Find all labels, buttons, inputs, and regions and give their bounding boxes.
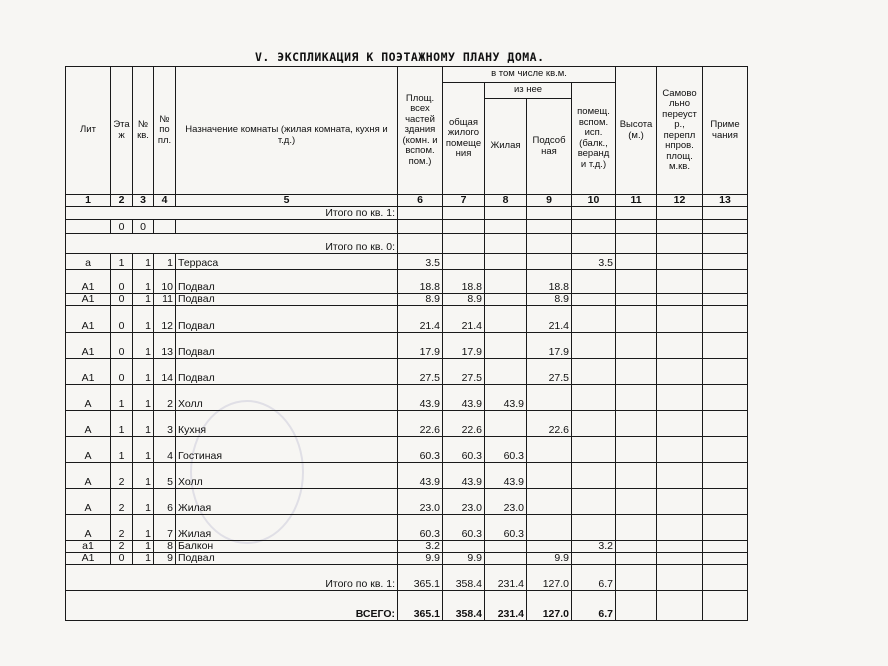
header-floor: Эта ж <box>111 67 133 195</box>
cell-area-total: 8.9 <box>398 294 443 306</box>
cell-extra <box>572 515 616 541</box>
cell-room-name: Подвал <box>176 306 398 333</box>
table-row <box>66 333 748 359</box>
cell-notes <box>703 411 748 437</box>
cell-living-total: 18.8 <box>443 270 485 294</box>
cell-room: 13 <box>154 333 176 359</box>
table-row <box>66 294 748 306</box>
cell-aux <box>527 254 572 270</box>
cell-lit: А <box>66 489 111 515</box>
cell-living-total: 43.9 <box>443 463 485 489</box>
cell-extra <box>572 294 616 306</box>
cell-living-total: 60.3 <box>443 437 485 463</box>
cell-living <box>485 359 527 385</box>
cell-lit: А1 <box>66 333 111 359</box>
column-number: 10 <box>572 195 616 207</box>
cell-living-total <box>443 254 485 270</box>
cell-room: 8 <box>154 541 176 553</box>
total-label: Итого по кв. 1: <box>66 565 398 591</box>
column-number-row <box>66 195 748 207</box>
header-unauth: Самово льно переуст р., перепл нпров. площ. м.кв. <box>657 67 703 195</box>
cell-unauth <box>657 254 703 270</box>
cell-apt: 1 <box>133 254 154 270</box>
subtotal-row-apt1-top <box>66 207 748 220</box>
cell-room-name: Подвал <box>176 294 398 306</box>
header-area-total: Площ. всех частей здания (комн. и вспом. пом.) <box>398 67 443 195</box>
cell-room-name: Холл <box>176 463 398 489</box>
cell-living: 43.9 <box>485 463 527 489</box>
cell-lit: А <box>66 411 111 437</box>
cell-living <box>485 553 527 565</box>
column-number: 4 <box>154 195 176 207</box>
apt0-floor: 0 <box>111 220 133 234</box>
header-living-total: общая жилого помеще ния <box>443 83 485 195</box>
column-number: 2 <box>111 195 133 207</box>
column-number: 8 <box>485 195 527 207</box>
cell-notes <box>703 294 748 306</box>
grand-total-row <box>66 591 748 621</box>
cell-unauth <box>657 565 703 591</box>
cell-living <box>485 306 527 333</box>
subtotal-label: Итого по кв. 1: <box>66 207 398 220</box>
cell-room: 10 <box>154 270 176 294</box>
cell-apt: 1 <box>133 333 154 359</box>
cell-notes <box>703 553 748 565</box>
cell-room-name: Жилая <box>176 515 398 541</box>
cell-aux: 8.9 <box>527 294 572 306</box>
cell-living <box>485 333 527 359</box>
table-row <box>66 411 748 437</box>
cell-area-total: 22.6 <box>398 411 443 437</box>
cell-unauth <box>657 541 703 553</box>
cell-height <box>616 411 657 437</box>
column-number: 12 <box>657 195 703 207</box>
total-area: 365.1 <box>398 591 443 621</box>
cell-area-total: 9.9 <box>398 553 443 565</box>
cell-lit: А1 <box>66 270 111 294</box>
cell-notes <box>703 437 748 463</box>
cell-extra <box>572 359 616 385</box>
total-extra: 6.7 <box>572 565 616 591</box>
cell-living-total: 17.9 <box>443 333 485 359</box>
cell-height <box>616 294 657 306</box>
cell-unauth <box>657 411 703 437</box>
cell-notes <box>703 515 748 541</box>
cell-room-name: Холл <box>176 385 398 411</box>
cell-area-total: 3.2 <box>398 541 443 553</box>
cell-aux: 22.6 <box>527 411 572 437</box>
cell-living: 60.3 <box>485 437 527 463</box>
cell-area-total: 21.4 <box>398 306 443 333</box>
cell-apt: 1 <box>133 541 154 553</box>
cell-area-total: 17.9 <box>398 333 443 359</box>
table-row <box>66 359 748 385</box>
total-extra: 6.7 <box>572 591 616 621</box>
cell-unauth <box>657 385 703 411</box>
cell-height <box>616 463 657 489</box>
cell-room-name: Подвал <box>176 333 398 359</box>
cell-room: 6 <box>154 489 176 515</box>
cell-room: 1 <box>154 254 176 270</box>
cell-area-total: 23.0 <box>398 489 443 515</box>
cell-apt: 1 <box>133 515 154 541</box>
cell-aux <box>527 541 572 553</box>
cell-unauth <box>657 294 703 306</box>
cell-living-total: 23.0 <box>443 489 485 515</box>
cell-aux: 21.4 <box>527 306 572 333</box>
cell-room: 12 <box>154 306 176 333</box>
cell-unauth <box>657 515 703 541</box>
cell-floor: 1 <box>111 385 133 411</box>
header-purpose: Назначение комнаты (жилая комната, кухня и т.д.) <box>176 67 398 195</box>
cell-apt: 1 <box>133 411 154 437</box>
total-total: 358.4 <box>443 591 485 621</box>
cell-extra <box>572 333 616 359</box>
cell-area-total: 3.5 <box>398 254 443 270</box>
table-row <box>66 254 748 270</box>
column-number: 13 <box>703 195 748 207</box>
cell-living <box>485 254 527 270</box>
cell-extra <box>572 270 616 294</box>
cell-notes <box>703 306 748 333</box>
cell-extra <box>572 437 616 463</box>
cell-unauth <box>657 591 703 621</box>
cell-floor: 0 <box>111 333 133 359</box>
cell-room-name: Подвал <box>176 359 398 385</box>
cell-lit: а <box>66 254 111 270</box>
total-living: 231.4 <box>485 565 527 591</box>
table-row <box>66 385 748 411</box>
cell-extra <box>572 306 616 333</box>
cell-height <box>616 515 657 541</box>
column-number: 3 <box>133 195 154 207</box>
cell-room: 5 <box>154 463 176 489</box>
header-apt: № кв. <box>133 67 154 195</box>
cell-apt: 1 <box>133 270 154 294</box>
cell-aux <box>527 489 572 515</box>
table-row <box>66 306 748 333</box>
cell-height <box>616 306 657 333</box>
cell-extra: 3.5 <box>572 254 616 270</box>
cell-floor: 2 <box>111 489 133 515</box>
cell-notes <box>703 270 748 294</box>
cell-extra <box>572 489 616 515</box>
cell-living: 43.9 <box>485 385 527 411</box>
total-area: 365.1 <box>398 565 443 591</box>
cell-apt: 1 <box>133 306 154 333</box>
cell-floor: 2 <box>111 463 133 489</box>
cell-notes <box>703 254 748 270</box>
cell-unauth <box>657 270 703 294</box>
cell-area-total: 43.9 <box>398 385 443 411</box>
cell-room: 14 <box>154 359 176 385</box>
cell-height <box>616 437 657 463</box>
cell-area-total: 60.3 <box>398 515 443 541</box>
column-number: 6 <box>398 195 443 207</box>
header-of-which: из нее <box>485 83 572 99</box>
table-row <box>66 541 748 553</box>
table-row <box>66 437 748 463</box>
cell-aux <box>527 515 572 541</box>
cell-notes <box>703 565 748 591</box>
cell-living-total: 22.6 <box>443 411 485 437</box>
header-notes: Приме чания <box>703 67 748 195</box>
cell-lit: А <box>66 385 111 411</box>
cell-notes <box>703 489 748 515</box>
total-aux: 127.0 <box>527 591 572 621</box>
column-number: 7 <box>443 195 485 207</box>
cell-area-total: 60.3 <box>398 437 443 463</box>
cell-area-total: 27.5 <box>398 359 443 385</box>
header-lit: Лит <box>66 67 111 195</box>
total-aux: 127.0 <box>527 565 572 591</box>
cell-lit: А <box>66 437 111 463</box>
header-living: Жилая <box>485 99 527 195</box>
explication-table <box>65 66 748 621</box>
cell-room: 2 <box>154 385 176 411</box>
cell-unauth <box>657 437 703 463</box>
cell-living-total <box>443 541 485 553</box>
cell-extra <box>572 463 616 489</box>
cell-floor: 2 <box>111 541 133 553</box>
apt0-apt: 0 <box>133 220 154 234</box>
cell-apt: 1 <box>133 294 154 306</box>
cell-aux: 9.9 <box>527 553 572 565</box>
cell-room-name: Балкон <box>176 541 398 553</box>
total-living: 231.4 <box>485 591 527 621</box>
cell-extra <box>572 411 616 437</box>
cell-notes <box>703 359 748 385</box>
cell-living-total: 60.3 <box>443 515 485 541</box>
cell-height <box>616 333 657 359</box>
header-incl: в том числе кв.м. <box>443 67 616 83</box>
cell-living: 23.0 <box>485 489 527 515</box>
cell-floor: 0 <box>111 270 133 294</box>
cell-living-total: 8.9 <box>443 294 485 306</box>
cell-floor: 1 <box>111 411 133 437</box>
column-number: 11 <box>616 195 657 207</box>
cell-area-total: 18.8 <box>398 270 443 294</box>
cell-extra: 3.2 <box>572 541 616 553</box>
cell-room: 7 <box>154 515 176 541</box>
cell-living-total: 9.9 <box>443 553 485 565</box>
total-total: 358.4 <box>443 565 485 591</box>
cell-apt: 1 <box>133 463 154 489</box>
document-title: V. ЭКСПЛИКАЦИЯ К ПОЭТАЖНОМУ ПЛАНУ ДОМА. <box>255 50 545 64</box>
cell-extra <box>572 553 616 565</box>
subtotal-label: Итого по кв. 0: <box>66 234 398 254</box>
cell-room: 3 <box>154 411 176 437</box>
cell-aux <box>527 385 572 411</box>
column-number: 1 <box>66 195 111 207</box>
cell-aux <box>527 463 572 489</box>
cell-height <box>616 591 657 621</box>
cell-apt: 1 <box>133 437 154 463</box>
cell-living: 60.3 <box>485 515 527 541</box>
cell-living <box>485 294 527 306</box>
cell-room-name: Терраса <box>176 254 398 270</box>
cell-notes <box>703 463 748 489</box>
cell-lit: А1 <box>66 306 111 333</box>
header-height: Высота (м.) <box>616 67 657 195</box>
cell-living-total: 21.4 <box>443 306 485 333</box>
cell-unauth <box>657 359 703 385</box>
header-room: № по пл. <box>154 67 176 195</box>
cell-lit: а1 <box>66 541 111 553</box>
cell-living <box>485 270 527 294</box>
total-label: ВСЕГО: <box>66 591 398 621</box>
cell-unauth <box>657 489 703 515</box>
cell-room: 11 <box>154 294 176 306</box>
table-row <box>66 270 748 294</box>
cell-height <box>616 553 657 565</box>
cell-lit: А <box>66 515 111 541</box>
cell-lit: А <box>66 463 111 489</box>
cell-height <box>616 270 657 294</box>
cell-lit: А1 <box>66 553 111 565</box>
cell-apt: 1 <box>133 553 154 565</box>
cell-room-name: Жилая <box>176 489 398 515</box>
cell-aux: 17.9 <box>527 333 572 359</box>
cell-living <box>485 541 527 553</box>
cell-floor: 0 <box>111 294 133 306</box>
cell-floor: 0 <box>111 359 133 385</box>
cell-notes <box>703 591 748 621</box>
column-number: 9 <box>527 195 572 207</box>
cell-height <box>616 541 657 553</box>
cell-floor: 0 <box>111 553 133 565</box>
cell-lit: А1 <box>66 359 111 385</box>
cell-apt: 1 <box>133 385 154 411</box>
cell-room-name: Кухня <box>176 411 398 437</box>
cell-height <box>616 489 657 515</box>
cell-extra <box>572 385 616 411</box>
table-row <box>66 463 748 489</box>
cell-notes <box>703 541 748 553</box>
cell-unauth <box>657 463 703 489</box>
cell-room: 4 <box>154 437 176 463</box>
cell-height <box>616 385 657 411</box>
subtotal-row-apt0 <box>66 234 748 254</box>
cell-floor: 1 <box>111 254 133 270</box>
cell-notes <box>703 385 748 411</box>
cell-height <box>616 254 657 270</box>
apt0-row <box>66 220 748 234</box>
header-extra: помещ. вспом. исп. (балк., веранд и т.д.) <box>572 83 616 195</box>
cell-living-total: 43.9 <box>443 385 485 411</box>
cell-living-total: 27.5 <box>443 359 485 385</box>
column-number: 5 <box>176 195 398 207</box>
table-row <box>66 489 748 515</box>
cell-area-total: 43.9 <box>398 463 443 489</box>
cell-height <box>616 359 657 385</box>
cell-room-name: Подвал <box>176 553 398 565</box>
subtotal-row-apt1 <box>66 565 748 591</box>
cell-living <box>485 411 527 437</box>
cell-floor: 1 <box>111 437 133 463</box>
cell-aux: 27.5 <box>527 359 572 385</box>
table-row <box>66 515 748 541</box>
cell-room-name: Гостиная <box>176 437 398 463</box>
header-aux: Подсоб ная <box>527 99 572 195</box>
cell-aux: 18.8 <box>527 270 572 294</box>
cell-apt: 1 <box>133 489 154 515</box>
cell-floor: 2 <box>111 515 133 541</box>
table-row <box>66 553 748 565</box>
cell-apt: 1 <box>133 359 154 385</box>
cell-unauth <box>657 553 703 565</box>
cell-unauth <box>657 306 703 333</box>
cell-notes <box>703 333 748 359</box>
cell-room-name: Подвал <box>176 270 398 294</box>
cell-floor: 0 <box>111 306 133 333</box>
cell-unauth <box>657 333 703 359</box>
cell-aux <box>527 437 572 463</box>
cell-height <box>616 565 657 591</box>
cell-lit: А1 <box>66 294 111 306</box>
cell-room: 9 <box>154 553 176 565</box>
